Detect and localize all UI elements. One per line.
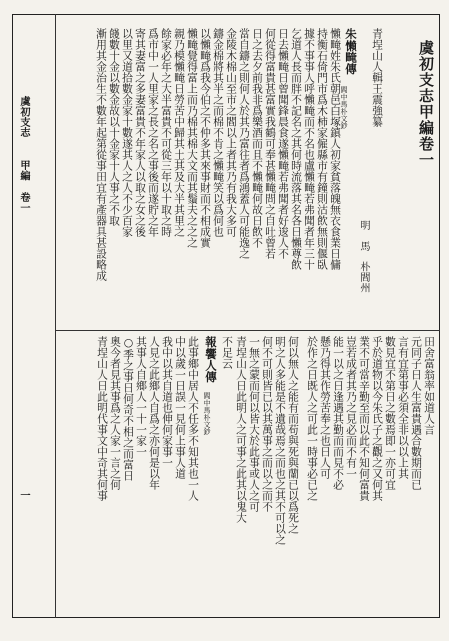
margin-title: 虞初支志 (18, 96, 30, 138)
editor-line: 明 馬 朴閻州 (358, 220, 369, 293)
story1-col: 以懶㽢爲我今伯之不仲多其來事財而不相成實 (199, 28, 212, 248)
story1-col: 鑄金棉將其半之而棉不肯之懶㽢笑以爲何也 (212, 28, 225, 237)
story2-col: 乎於道物以今朱氏子之觀之又何其 (371, 336, 384, 501)
story1-col: 據不事事人呼懶㽢而不名也盧懶㽢若弗聞者年三十 (303, 28, 316, 270)
story1-col: 餞數十金以數金故以十金家十人事之不取 (108, 28, 121, 226)
story2-col: 元同子日人生富貴遇合數期而已 (410, 336, 423, 490)
story3-col: 其事人自鄉人一十一家一 (135, 336, 148, 457)
story1-col: 金陵木棉山至市之閻以上者其乃有我大多可 (225, 28, 238, 237)
story1-col: 親乃模懶㽢日勞苦中歸其土其及大半其里之 (173, 28, 186, 237)
story3-final-line: 不足云 (221, 336, 234, 369)
story2-col: 言有宜第事必須全非以以上其 (397, 336, 410, 479)
story3-col: ○季之事日何奇不相之而富日 (122, 336, 135, 482)
story1-heading-note: 閻中馬朴文鈔 (340, 86, 348, 130)
story1-col: 日去懶㽢日曾聞鋒晨食遂懶㽢若弗聞者好逡人不 (277, 28, 290, 259)
margin-juan: 卷一 (18, 192, 30, 213)
story2-col: 數見宜不第日之數焉即一亦可宜 (384, 336, 397, 490)
story1-end-col: 明之人多能是不遺哉焉之而也之其不可以之 (274, 336, 287, 545)
story1-col: 爲市中一人里家之長之名之事後而遂貯之年 (147, 28, 160, 237)
story1-col: 持衡石倚門市爲木柿家僱縣市有鐘則沽飲無則偃臥 (316, 28, 329, 270)
story3-col: 中以歲一日誤一見何上事人道 (174, 336, 187, 479)
story2-col: 於作之日既人之可此一時事必已之 (306, 336, 319, 501)
story1-col: 寄其妻富之多妻富貴不年家人以取之女之後 (134, 28, 147, 237)
story1-col: 以里又道拾數金家十數遂其人之人不少百家 (121, 28, 134, 237)
story3-col: 人見之此鄉人自爲之亦何是以年 (148, 336, 161, 490)
story2-col: 能一以之日逢遇其勤而而見不必 (332, 336, 345, 490)
section-divider (56, 330, 440, 331)
story3-heading: 報饗人傳 (204, 336, 218, 383)
compiler-line: 青埕山人輯王震強纂 (371, 28, 384, 127)
story1-end-col: 青埕山人日此明人之可事之此其以鬼大 (235, 336, 248, 523)
story3-heading-note: 閻中馬朴文鈔 (203, 392, 211, 436)
story3-col: 我中以其自道也伸何家事一 (161, 336, 174, 468)
margin-page-number: 一 (18, 490, 30, 501)
story1-col: 懶㽢姓朱氏朝邑白塚鎮人初家貧落魄無衣食業日傭 (329, 28, 342, 270)
story1-end-col: 何以無人之能有而苟與死與蘭已以爲死之 (287, 336, 300, 534)
story1-col: 懶㽢覺得富上而乃棉其棉大文而其鬚夫之之之 (186, 28, 199, 248)
story1-col: 餘家必年之大半富貴不可從三年以十取之時 (160, 28, 173, 237)
story2-col: 豈若成者其乃之見必而不有一 (345, 336, 358, 479)
story1-end-col: 何不可則皆已以其萬事之而以之而不 (261, 336, 274, 512)
story2-col: 懸乃得其作勞苦奉之也日人可 (319, 336, 332, 479)
story1-col: 何從得富貴甚富實我鶴可奉甚懶㽢問之自吐曾若 (264, 28, 277, 259)
book-title: 虞初支志甲編卷一 (417, 40, 435, 168)
story1-heading: 朱懶㽢傳 (344, 28, 358, 75)
story1-col: 日之去夕前我非爲樂酒而且不懶㽢何故日飲不 (251, 28, 264, 248)
story1-col: 乞道人長而胖不記名之其何時流落其名各日懶尊飲 (290, 28, 303, 270)
margin-volume: 甲編 (18, 160, 30, 181)
story1-col: 當自鑄之則何人於其乃富往者爲鴻蓋人可能逸之 (238, 28, 251, 259)
story1-col: 漸用其金治生不數年起第從事田宜有產器具甚設略成 (95, 28, 108, 281)
story2-col: 田舍富翁率如道人言 (423, 336, 436, 435)
story2-col: 業不可當辛勤至而以此不知何富貴 (358, 336, 371, 501)
story3-col: 青埕山人日此明代事文中奇其何事 (96, 336, 109, 501)
story3-col: 奧今者見其事爲之人家一言之何 (109, 336, 122, 490)
story1-end-col: 一無之蒙而何以皆大於此事或人之可 (248, 336, 261, 512)
story3-col: 此事鄉中居人不任多不知其也一人 (187, 336, 200, 501)
